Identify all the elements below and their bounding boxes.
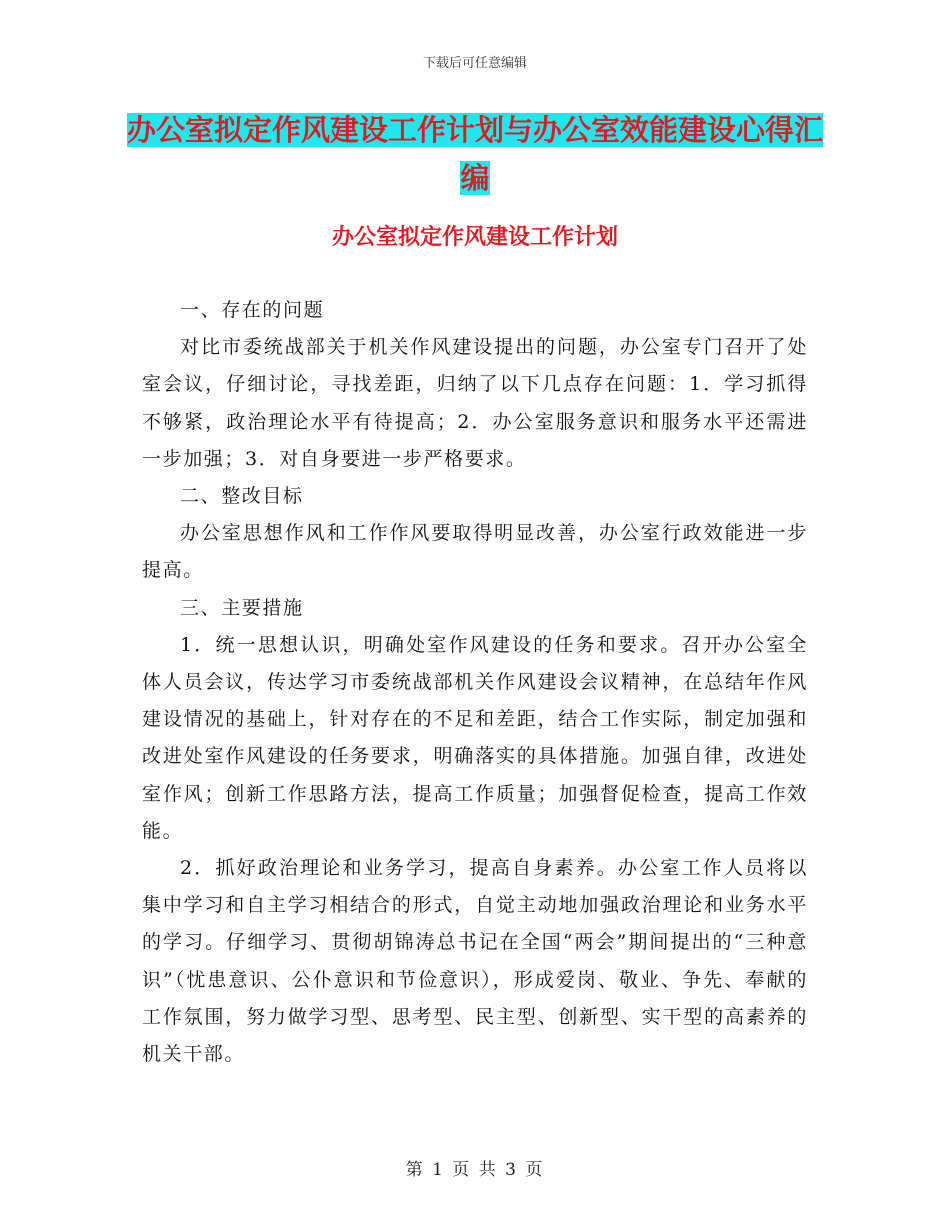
heading-problems: 一、存在的问题 <box>180 299 325 321</box>
heading-goals: 二、整改目标 <box>180 485 304 508</box>
document-body <box>142 292 808 1073</box>
section-title: 办公室拟定作风建设工作计划 <box>331 225 618 250</box>
paragraph-goals: 办公室思想作风和工作作风要取得明显改善，办公室行政效能进一步提高。 <box>142 522 808 582</box>
heading-measures: 三、主要措施 <box>180 596 304 619</box>
paragraph-measure-2: 2．抓好政治理论和业务学习，提高自身素养。办公室工作人员将以集中学习和自主学习相结合的形式，自觉主动地加强政治理论和业务水平的学习。仔细学习、贯彻胡锦涛总书记在全国“两会”期间提出的“三种意识”（忧患意识、公仆意识和节俭意识），形成爱岗、敬业、争先、奉献的工作氛围，努力做学习型、思考型、民主型、创新型、实干型的高素养的机关干部。 <box>142 857 808 1066</box>
document-title-text: 办公室拟定作风建设工作计划与办公室效能建设心得汇编 <box>126 113 823 195</box>
page-indicator: 第 1 页 共 3 页 <box>405 1160 545 1180</box>
paragraph-measure-1: 1．统一思想认识，明确处室作风建设的任务和要求。召开办公室全体人员会议，传达学习市委统战部机关作风建设会议精神，在总结年作风建设情况的基础上，针对存在的不足和差距，结合工作实际，制定加强和改进处室作风建设的任务要求，明确落实的具体措施。加强自律，改进处室作风；创新工作思路方法，提高工作质量；加强督促检查，提高工作效能。 <box>142 633 808 842</box>
paragraph-problems: 对比市委统战部关于机关作风建设提出的问题，办公室专门召开了处室会议，仔细讨论，寻找差距，归纳了以下几点存在问题：1．学习抓得不够紧，政治理论水平有待提高；2．办公室服务意识和服务水平还需进一步加强；3．对自身要进一步严格要求。 <box>142 336 808 470</box>
document-title <box>120 106 830 202</box>
header-note: 下载后可任意编辑 <box>422 56 527 71</box>
